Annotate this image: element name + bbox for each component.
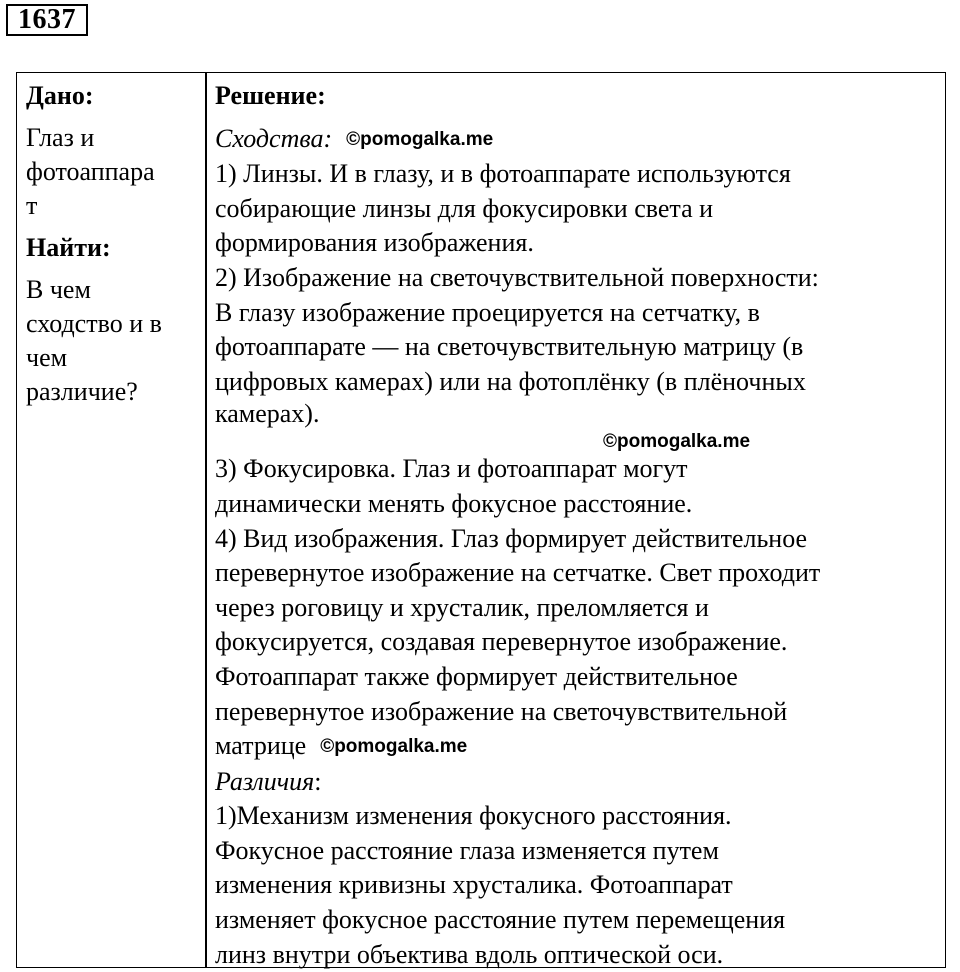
problem-number: 1637 — [6, 4, 88, 36]
solution-line: 4) Вид изображения. Глаз формирует действительное — [215, 523, 808, 553]
solution-line: цифровых камерах) или на фотоплёнку (в плёночных — [215, 366, 806, 396]
solution-line: фокусируется, создавая перевернутое изображение. — [215, 627, 788, 657]
find-line: чем — [26, 343, 68, 372]
solution-table — [16, 72, 946, 968]
solution-line: 2) Изображение на светочувствительной поверхности: — [215, 262, 819, 292]
given-line: Глаз и — [26, 123, 95, 152]
solution-line: 3) Фокусировка. Глаз и фотоаппарат могут — [215, 454, 688, 484]
difference-line: 1)Механизм изменения фокусного расстояния. — [215, 801, 732, 831]
solution-line: через роговицу и хрусталик, преломляется и — [215, 592, 709, 622]
right-column — [215, 79, 943, 972]
find-line: В чем — [26, 275, 91, 304]
given-header: Дано: — [26, 81, 94, 110]
differences-label: Различия — [215, 766, 315, 796]
given-line: т — [26, 191, 38, 220]
find-line: различие? — [26, 377, 138, 406]
watermark: ©pomogalka.me — [603, 431, 751, 453]
solution-line: камерах). — [215, 399, 320, 429]
solution-line: перевернутое изображение на светочувствительной — [215, 696, 788, 726]
difference-line: Фокусное расстояние глаза изменяется путем — [215, 835, 719, 865]
difference-line: изменения кривизны хрусталика. Фотоаппарат — [215, 870, 733, 900]
solution-line: матрице — [215, 731, 307, 761]
column-divider — [205, 73, 207, 967]
given-line: фотоаппара — [26, 157, 155, 186]
solution-line: формирования изображения. — [215, 228, 534, 258]
find-header: Найти: — [26, 233, 111, 262]
differences-line — [215, 765, 943, 800]
similarities-label: Сходства: — [215, 123, 333, 153]
solution-line-with-watermark — [215, 729, 943, 765]
difference-line: линз внутри объектива вдоль оптической оси. — [215, 939, 724, 969]
solution-line: перевернутое изображение на сетчатке. Свет проходит — [215, 558, 821, 588]
solution-line: динамически менять фокусное расстояние. — [215, 488, 693, 518]
left-column — [26, 79, 198, 409]
watermark-line — [215, 429, 943, 452]
difference-line: изменяет фокусное расстояние путем перемещения — [215, 905, 786, 935]
differences-colon: : — [314, 766, 322, 796]
solution-line: Фотоаппарат также формирует действительное — [215, 661, 738, 691]
solution-line: фотоаппарате — на светочувствительную матрицу (в — [215, 332, 804, 362]
solution-line: В глазу изображение проецируется на сетчатку, в — [215, 297, 760, 327]
watermark: ©pomogalka.me — [346, 128, 494, 150]
solution-line: собирающие линзы для фокусировки света и — [215, 193, 714, 223]
find-line: сходство и в — [26, 309, 162, 338]
solution-line: 1) Линзы. И в глазу, и в фотоаппарате используются — [215, 159, 791, 189]
similarities-line — [215, 122, 943, 158]
solution-header: Решение: — [215, 81, 326, 110]
watermark: ©pomogalka.me — [320, 736, 468, 758]
